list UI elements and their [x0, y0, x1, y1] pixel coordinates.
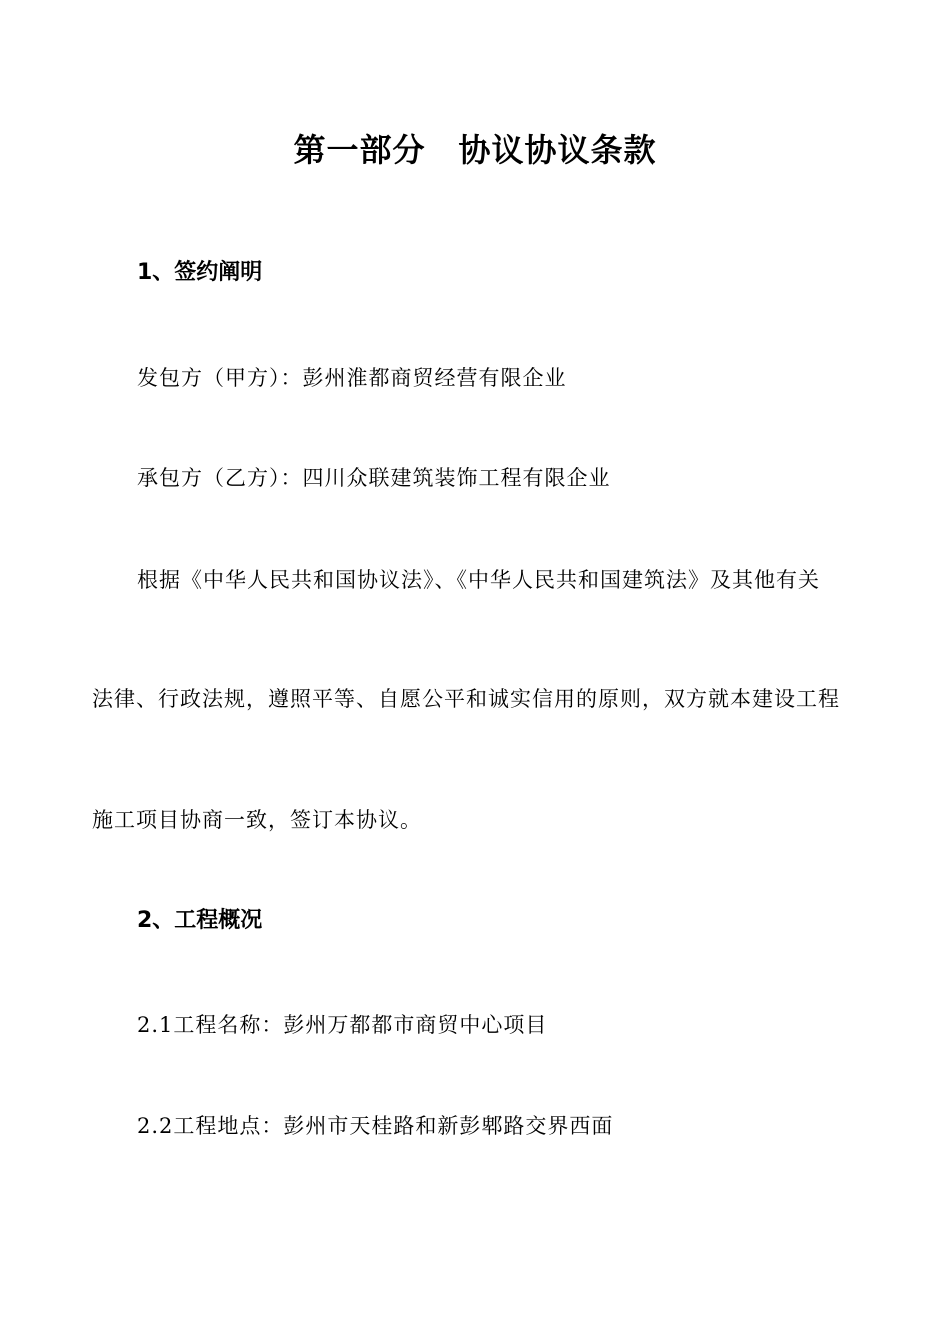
party-b-line: 承包方（乙方）：四川众联建筑装饰工程有限企业 — [137, 466, 611, 490]
paragraph-line-3: 施工项目协商一致，签订本协议。 — [92, 808, 422, 832]
paragraph-line-2: 法律、行政法规，遵照平等、自愿公平和诚实信用的原则，双方就本建设工程 — [92, 687, 840, 711]
project-location-line: 2.2工程地点：彭州市天桂路和新彭郫路交界西面 — [137, 1114, 614, 1138]
party-a-line: 发包方（甲方）：彭州淮都商贸经营有限企业 — [137, 366, 567, 390]
paragraph-line-1: 根据《中华人民共和国协议法》、《中华人民共和国建筑法》及其他有关 — [137, 568, 820, 592]
section-1-heading: 1、签约阐明 — [137, 260, 263, 285]
document-title: 第一部分 协议协议条款 — [293, 131, 657, 169]
section-2-heading: 2、工程概况 — [137, 908, 263, 933]
project-name-line: 2.1工程名称：彭州万都都市商贸中心项目 — [137, 1013, 548, 1037]
